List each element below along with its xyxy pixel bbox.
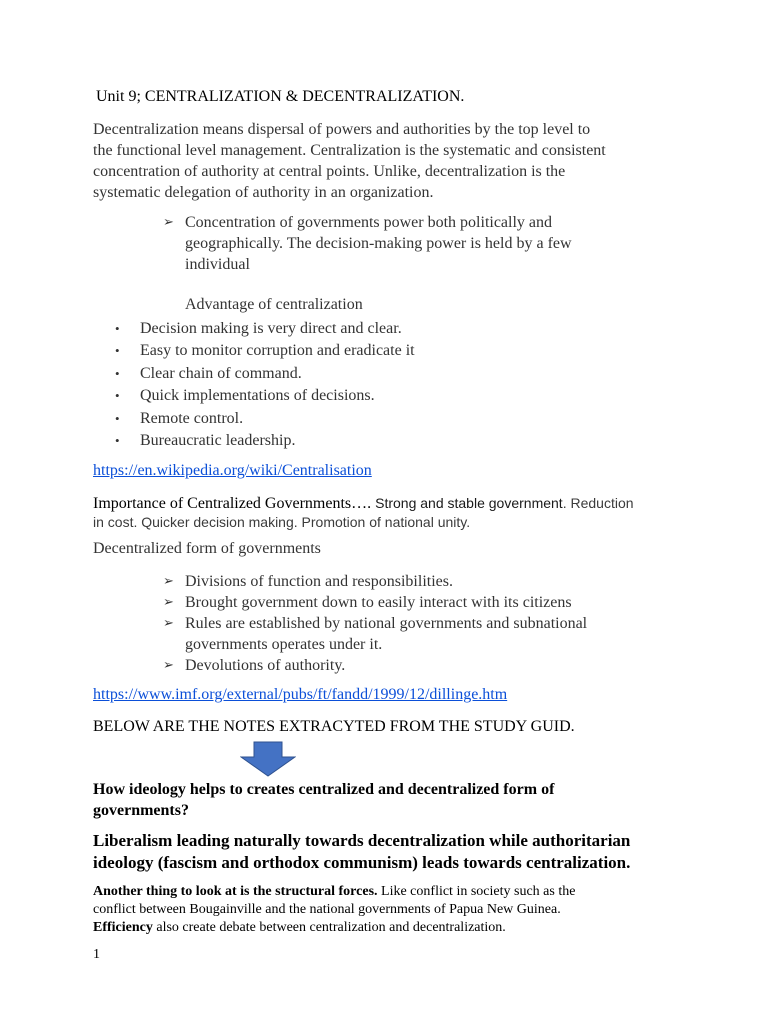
liberalism-line: ideology (fascism and orthodox communism) leads towards centralization. (93, 853, 631, 872)
bullet-icon: • (115, 388, 120, 403)
intro-paragraph (93, 119, 693, 203)
bullet-icon: • (115, 366, 120, 381)
decentralized-item-text: Devolutions of authority. (185, 657, 346, 674)
down-arrow-icon (240, 741, 296, 777)
advantage-text: Quick implementations of decisions. (140, 387, 375, 404)
centralization-point-line: geographically. The decision-making power is held by a few (185, 235, 572, 252)
bullet-icon: • (115, 433, 120, 448)
structural-paragraph (93, 883, 713, 937)
advantage-text: Easy to monitor corruption and eradicate it (140, 342, 415, 359)
list-item (163, 613, 663, 655)
intro-line: Decentralization means dispersal of powers and authorities by the top level to (93, 121, 591, 138)
page-title: Unit 9; CENTRALIZATION & DECENTRALIZATION. (96, 88, 465, 105)
decentralized-heading: Decentralized form of governments (93, 540, 321, 557)
structural-text: conflict between Bougainville and the national governments of Papua New Guinea. (93, 902, 561, 917)
advantage-heading: Advantage of centralization (185, 296, 363, 313)
structural-text: Like conflict in society such as the (377, 884, 576, 899)
arrow-bullet-icon: ➢ (163, 595, 174, 610)
bullet-icon: • (115, 321, 120, 336)
liberalism-paragraph (93, 830, 733, 874)
advantage-text: Clear chain of command. (140, 365, 302, 382)
decentralized-item-text: Rules are established by national governments and subnational (185, 615, 588, 632)
intro-line: systematic delegation of authority in an organization. (93, 184, 434, 201)
efficiency-text: also create debate between centralization and decentralization. (152, 920, 506, 935)
list-item (115, 318, 402, 340)
arrow-bullet-icon: ➢ (163, 574, 174, 589)
list-item (163, 592, 663, 613)
arrow-bullet-icon: ➢ (163, 215, 174, 230)
decentralized-item-text: governments operates under it. (185, 636, 383, 653)
intro-line: concentration of authority at central points. Unlike, decentralization is the (93, 163, 566, 180)
structural-bold: Another thing to look at is the structural forces. (93, 884, 378, 899)
centralization-point-line: Concentration of governments power both politically and (185, 214, 553, 231)
liberalism-line: Liberalism leading naturally towards decentralization while authoritarian (93, 831, 631, 850)
page-number: 1 (93, 947, 100, 962)
bullet-icon: • (115, 411, 120, 426)
centralization-point-line: individual (185, 256, 250, 273)
list-item (115, 363, 302, 385)
importance-paragraph (93, 494, 693, 532)
list-item (115, 430, 295, 452)
advantage-text: Bureaucratic leadership. (140, 432, 296, 449)
intro-line: the functional level management. Centralization is the systematic and consistent (93, 142, 606, 159)
list-item (163, 655, 663, 676)
list-item (115, 340, 415, 362)
bullet-icon: • (115, 343, 120, 358)
imf-link[interactable]: https://www.imf.org/external/pubs/ft/fandd/1999/12/dillinge.htm (93, 686, 508, 703)
decentralized-item-text: Divisions of function and responsibilities. (185, 573, 453, 590)
centralization-point (163, 212, 663, 275)
advantage-text: Decision making is very direct and clear. (140, 320, 402, 337)
importance-label: Importance of Centralized Governments…. (93, 495, 372, 512)
importance-text: . Reduction (562, 495, 634, 511)
list-item (115, 408, 243, 430)
efficiency-bold: Efficiency (93, 920, 153, 935)
ideology-question (93, 779, 713, 821)
importance-text: Strong and stable government (375, 495, 563, 511)
arrow-bullet-icon: ➢ (163, 658, 174, 673)
list-item (163, 571, 663, 592)
question-line: governments? (93, 802, 189, 819)
importance-text: in cost. Quicker decision making. Promotion of national unity. (93, 514, 471, 530)
list-item (115, 385, 375, 407)
arrow-bullet-icon: ➢ (163, 616, 174, 631)
wikipedia-link[interactable]: https://en.wikipedia.org/wiki/Centralisation (93, 462, 372, 479)
notes-heading: BELOW ARE THE NOTES EXTRACYTED FROM THE STUDY GUID. (93, 718, 575, 735)
question-line: How ideology helps to creates centralized and decentralized form of (93, 781, 555, 798)
decentralized-item-text: Brought government down to easily interact with its citizens (185, 594, 572, 611)
advantage-text: Remote control. (140, 410, 244, 427)
